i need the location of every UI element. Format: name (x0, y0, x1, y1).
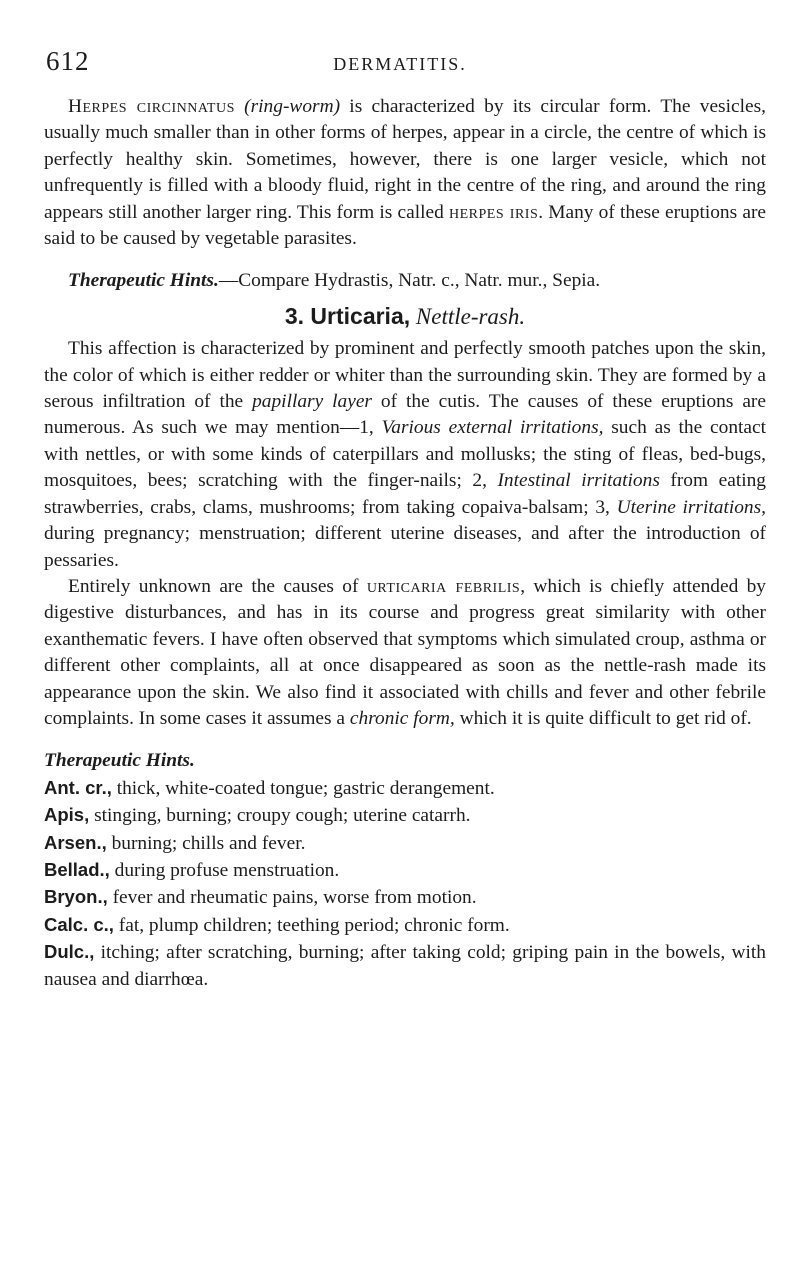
remedy-name: Calc. c., (44, 913, 114, 935)
remedy-name: Apis, (44, 804, 90, 826)
page-number: 612 (46, 46, 90, 76)
spacer (44, 732, 766, 748)
section-title: 3. Urticaria, (284, 302, 411, 329)
urticaria-paragraph-2 (44, 574, 766, 732)
running-head (46, 46, 754, 80)
urticaria-text: Entirely unknown are the causes of (68, 575, 367, 597)
urticaria-febrilis-term: urticaria febrilis (366, 575, 521, 597)
urticaria-paragraph-1 (44, 336, 766, 574)
therapeutic-hints-text-1: —Compare Hydrastis, Natr. c., Natr. mur., Sepia. (218, 270, 601, 292)
remedy-text: itching; after scratching, burning; after taking cold; griping pain in the bowels, with nausea and diarrhœa. (44, 942, 766, 990)
uterine-irritations-term: Uterine irritations, (616, 496, 767, 518)
therapeutic-hints-1 (44, 268, 766, 294)
urticaria-text: of the cutis. The causes of these eruptions are numerous. As such we may mention—1, (44, 391, 766, 439)
herpes-iris-term: herpes iris (448, 201, 539, 223)
remedy-text: thick, white-coated tongue; gastric derangement. (111, 777, 495, 799)
remedy-name: Ant. cr., (44, 776, 112, 798)
spacer (44, 252, 766, 268)
papillary-layer-term: papillary layer (252, 391, 372, 413)
remedy-item (44, 857, 766, 884)
remedy-item (44, 884, 766, 911)
herpes-paragraph (44, 94, 766, 252)
herpes-text-2: . Many of these eruptions are said to be caused by vegetable parasites. (44, 201, 767, 250)
remedy-name: Dulc., (44, 941, 95, 963)
remedy-text: burning; chills and fever. (106, 832, 306, 854)
remedy-text: fat, plump children; teething period; chronic form. (113, 914, 510, 936)
herpes-text-1: is characterized by its circular form. The vesicles, usually much smaller than in other forms of herpes, appear in a circle, the centre of which is perfectly healthy skin. Sometimes, however, there is one larger vesicle, which not unfrequently is filled with a bloody fluid, right in the centre of the ring, and around the ring appears still another larger ring. This form is called (44, 96, 766, 223)
remedy-item (44, 939, 766, 993)
urticaria-text: such as the contact with nettles, or with some kinds of caterpillars and mollusks; the sting of fleas, bed-bugs, mosquitoes, bees; scratching with the finger-nails; 2, (44, 417, 766, 492)
chronic-form-term: chronic form, (349, 707, 455, 729)
therapeutic-hints-heading-2: Therapeutic Hints. (44, 750, 195, 772)
ring-worm-term: (ring-worm) (244, 96, 341, 117)
section-heading (44, 303, 766, 330)
urticaria-text: during pregnancy; menstruation; different uterine diseases, and after the introduction of pessaries. (44, 523, 766, 571)
remedy-text: fever and rheumatic pains, worse from motion. (107, 887, 477, 909)
remedy-name: Bellad., (44, 858, 110, 880)
remedy-list (44, 775, 766, 993)
remedy-name: Bryon., (44, 886, 108, 908)
therapeutic-hints-2 (44, 748, 766, 774)
intestinal-irritations-term: Intestinal irritations (497, 470, 660, 492)
remedy-text: during profuse menstruation. (109, 859, 340, 881)
remedy-name: Arsen., (44, 831, 107, 853)
herpes-circinnatus-term: Herpes circinnatus (68, 96, 235, 117)
remedy-item (44, 912, 766, 939)
urticaria-text: This affection is characterized by prominent and perfectly smooth patches upon the skin, the color of which is either redder or whiter than the surrounding skin. They are formed by a serous infiltration of the (44, 338, 766, 413)
remedy-item (44, 830, 766, 857)
therapeutic-hints-heading-1: Therapeutic Hints. (68, 270, 219, 292)
remedy-item (44, 775, 766, 802)
urticaria-text: from eating strawberries, crabs, clams, mushrooms; from taking copaiva-balsam; 3, (44, 470, 766, 518)
section-alt-title: Nettle-rash. (415, 303, 526, 329)
body-text (44, 94, 766, 993)
running-title: DERMATITIS. (333, 54, 467, 74)
urticaria-text: which it is quite difficult to get rid of. (454, 707, 752, 729)
external-irritations-term: Various external irritations, (381, 417, 604, 439)
remedy-text: stinging, burning; croupy cough; uterine catarrh. (89, 805, 471, 827)
urticaria-text: , which is chiefly attended by digestive disturbances, and has in its course and progress great similarity with other exanthematic fevers. I have often observed that symptoms which simulated croup, asthma or different other complaints, all at once disappeared as soon as the nettle-rash made its appearance upon the skin. We also find it associated with chills and fever and other febrile complaints. In some cases it assumes a (44, 575, 766, 729)
remedy-item (44, 802, 766, 829)
